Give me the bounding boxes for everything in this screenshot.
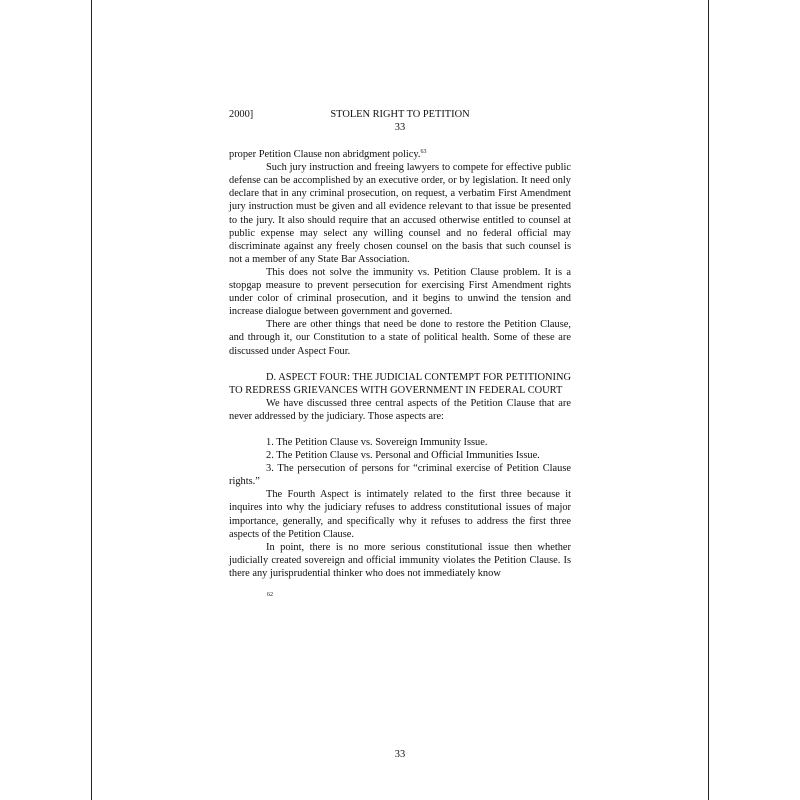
footnote-reference: 63 [420,149,427,156]
running-head [229,108,571,121]
paragraph-1 [229,148,571,161]
list-item: 1. The Petition Clause vs. Sovereign Immunity Issue. [266,436,488,448]
paragraph-2: Such jury instruction and freeing lawyers to compete for effective public defense can be accomplished by an executive order, or by legislation. It need only declare that in any criminal prosecution, on request, a verbatim First Amendment jury instruction must be given and all evidence relevant to that issue be presented to the jury. It also should require that an accused otherwise entitled to counsel at public expense may select any willing counsel and no federal official may discriminate against any freely chosen counsel on the basis that such counsel is not a member of any State Bar Association. [229,162,571,265]
paragraph-1-text: proper Petition Clause non abridgment policy. [229,149,421,161]
paragraph-7: In point, there is no more serious constitutional issue then whether judicially created sovereign and official immunity violates the Petition Clause. Is there any jurisprudential thinker who does not immediately know [229,541,571,579]
page-number: 33 [394,749,406,760]
aspects-list [229,436,571,488]
paragraph-6: The Fourth Aspect is intimately related to the first three because it inquires into why the judiciary refuses to address constitutional issues of major importance, generally, and specifically why it refuses to address the first three aspects of the Petition Clause. [229,489,571,540]
paragraph-4: There are other things that need be done to restore the Petition Clause, and through it, our Constitution to a state of political health. Some of these are discussed under Aspect Four. [229,319,571,357]
paragraph-5: We have discussed three central aspects of the Petition Clause that are never addressed by the judiciary. Those aspects are: [229,397,571,422]
paragraph-3: This does not solve the immunity vs. Petition Clause problem. It is a stopgap measure to prevent persecution for exercising First Amendment rights under color of criminal prosecution, and it begins to unwind the tension and increase dialogue between government and governed. [229,266,571,318]
running-head-year: 2000] [229,109,254,120]
page-body [229,108,571,600]
list-item: 2. The Petition Clause vs. Personal and Official Immunities Issue. [266,450,540,462]
running-head-title: STOLEN RIGHT TO PETITION [330,109,470,120]
section-heading: D. ASPECT FOUR: THE JUDICIAL CONTEMPT FOR PETITIONING TO REDRESS GRIEVANCES WITH GOVERNMENT IN FEDERAL COURT [229,371,571,396]
footnote-marker: 62 [267,592,273,598]
running-head-page-number: 33 [394,122,406,133]
list-item: 3. The persecution of persons for “criminal exercise of Petition Clause rights.” [229,463,571,488]
